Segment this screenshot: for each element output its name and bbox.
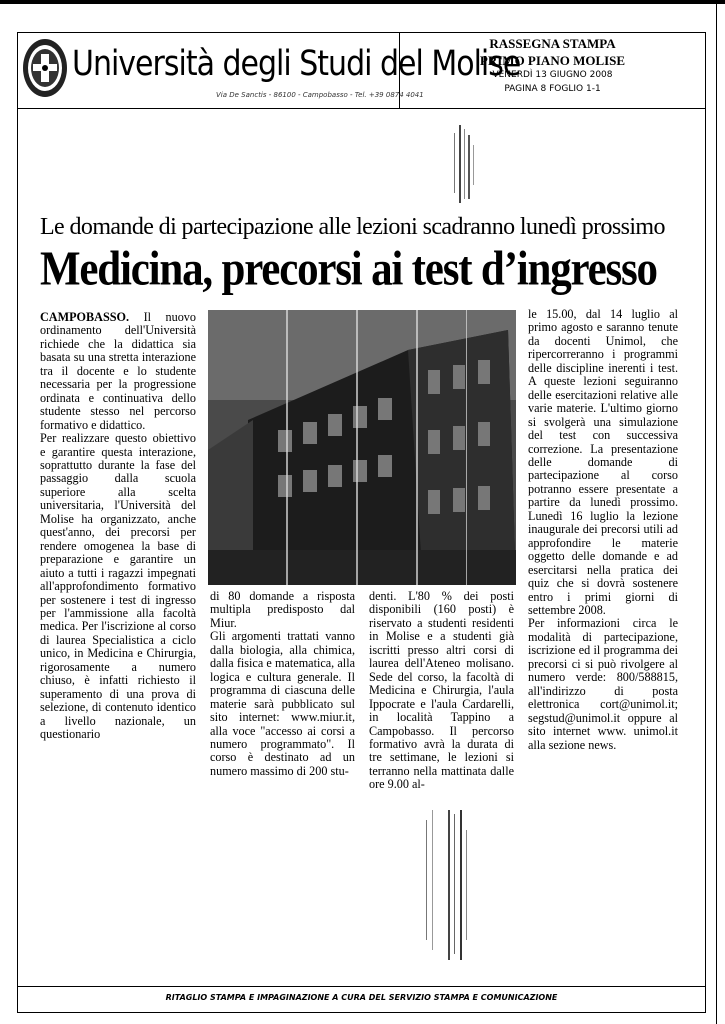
article-column-2	[210, 590, 355, 778]
column-4-paragraph-1: le 15.00, dal 14 luglio al primo agosto e saranno tenute da docenti Unimol, che ripercorreranno i programmi delle discipline inerenti i test. A queste lezioni seguiranno delle esercitazioni relative alle varie materie. L'ultimo giorno si svolgerà una simulazione del test con successiva correzione. La presentazione delle domande di partecipazione al corso potranno essere presentate a partire da lunedì prossimo. Lunedì 16 luglio la lezione inaugurale dei precorsi utili ad approfondire le materie oggetto delle domande e ad esercitarsi nella pratica dei quiz che si dovrà sostenere entro i primi giorni di settembre 2008.	[528, 307, 678, 617]
university-address: Via De Sanctis - 86100 - Campobasso - Tel. +39 0874 4041	[216, 91, 424, 99]
column-1-paragraph-2: Per realizzare questo obiettivo e garantire questa interazione, soprattutto durante la fase del passaggio dalla scuola superiore alla scelta universitaria, l'Università del Molise ha organizzato, anche quest'anno, dei precorsi per rendere omogenea la base di preparazione e garantire un aiuto a tutti i ragazzi impegnati all'approfondimento formativo per sostenere i test di ingresso per l'ammissione alla facoltà medica. Per l'iscrizione al corso di laurea Specialistica a ciclo unico, in Medicina e Chirurgia, rigorosamente a numero chiuso, è infatti richiesto il superamento di una prova di selezione, di contenuto identico a livello nazionale, un questionario	[40, 431, 196, 742]
press-review-title: RASSEGNA STAMPA	[489, 36, 616, 51]
university-building-photo	[208, 310, 516, 585]
column-2-paragraph-2: Gli argomenti trattati vanno dalla biologia, alla chimica, dalla fisica e matematica, alla logica e cultura generale. Il programma di ciascuna delle materie sarà pubblicato sul sito internet: www.miur.it, alla voce "accesso ai corsi a numero programmato". Il corso è destinato ad un numero massimo di 200 stu-	[210, 629, 355, 778]
article-column-3	[369, 590, 514, 792]
footer-credit: RITAGLIO STAMPA E IMPAGINAZIONE A CURA DEL SERVIZIO STAMPA E COMUNICAZIONE	[165, 993, 558, 1002]
footer-divider	[17, 986, 706, 987]
university-name: Università degli Studi del Molise	[72, 44, 521, 85]
top-scan-border	[0, 0, 725, 4]
column-2-paragraph-1: di 80 domande a risposta multipla predisposto dal Miur.	[210, 589, 355, 630]
column-4-paragraph-2: Per informazioni circa le modalità di partecipazione, iscrizione ed il programma dei precorsi ci si può rivolgere al numero verde: 800/588815, all'indirizzo di posta elettronica cort@unimol.it; segstud@unimol.it oppure al sito internet www. unimol.it alla sezione news.	[528, 616, 678, 752]
newspaper-name: PRIMO PIANO MOLISE	[479, 53, 626, 68]
header-divider	[17, 108, 706, 109]
publication-date: VENERDÌ 13 GIUGNO 2008	[492, 70, 613, 80]
article-column-1	[40, 311, 196, 742]
article-kicker: Le domande di partecipazione alle lezioni scadranno lunedì prossimo	[40, 214, 665, 240]
scan-artifact	[450, 125, 480, 205]
university-seal-icon	[21, 36, 69, 100]
page-reference: PAGINA 8 FOGLIO 1-1	[504, 84, 601, 94]
article-headline: Medicina, precorsi ai test d’ingresso	[40, 243, 657, 296]
right-scan-edge	[716, 0, 717, 1024]
article-column-4	[528, 308, 678, 752]
scan-artifact-lower	[420, 810, 480, 960]
column-1-paragraph-1: Il nuovo ordinamento dell'Università richiede che la didattica sia basata su una stretta interazione tra il docente e lo studente necessaria per la progressione ordinata e continuativa dello studente stesso nel percorso formativo e didattico.	[40, 310, 196, 432]
column-3-paragraph-1: denti. L'80 % dei posti disponibili (160 posti) è riservato a studenti residenti in Molise e a studenti già iscritti presso altri corsi di laurea dell'Ateneo molisano. Sede del corso, la facoltà di Medicina e Chirurgia, l'aula Ippocrate e l'aula Cardarelli, in località Tappino a Campobasso. Il percorso formativo avrà la durata di tre settimane, le lezioni si terranno nella mattinata dalle ore 9.00 al-	[369, 589, 514, 792]
article-dateline: CAMPOBASSO.	[40, 310, 130, 324]
